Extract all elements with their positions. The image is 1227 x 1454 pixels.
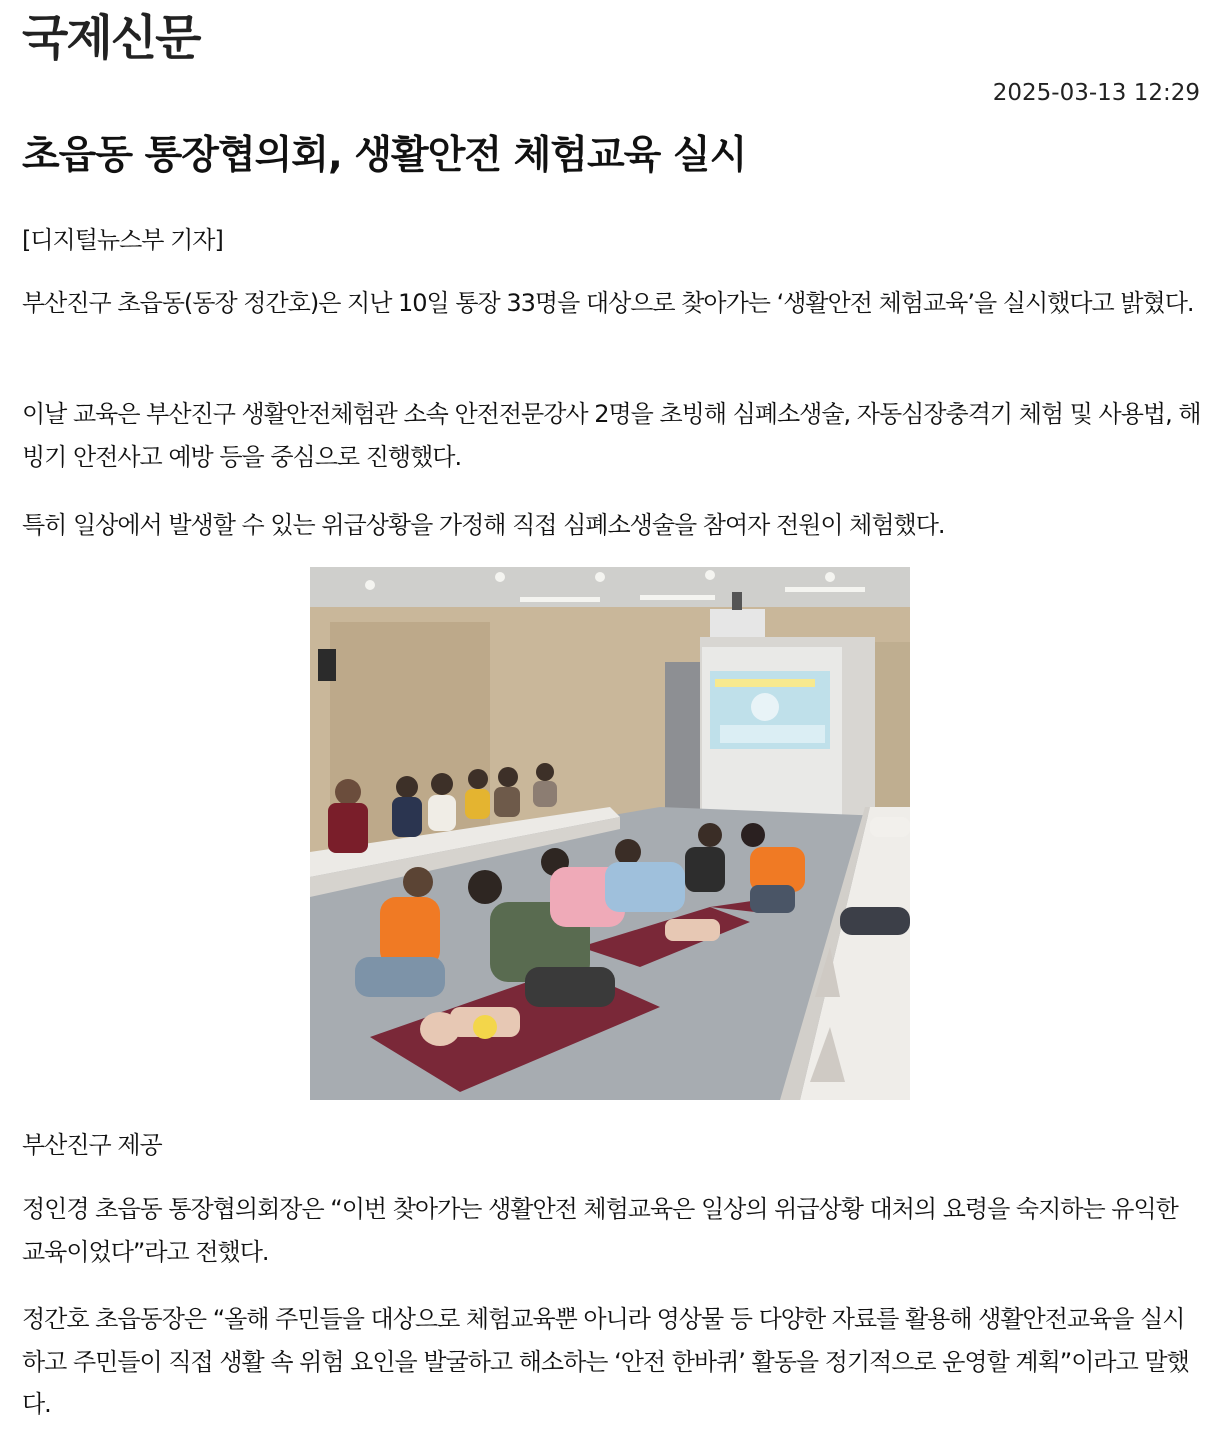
masthead-logo[interactable]: 국제신문 [22, 10, 200, 66]
article-paragraph: 이날 교육은 부산진구 생활안전체험관 소속 안전전문강사 2명을 초빙해 심폐소생술, 자동심장충격기 체험 및 사용법, 해빙기 안전사고 예방 등을 중심으로 진행했다. [22, 400, 1201, 471]
cpr-training-photo [310, 567, 910, 1100]
article-photo [310, 567, 910, 1100]
photo-caption: 부산진구 제공 [22, 1131, 162, 1159]
article-paragraph: 정간호 초읍동장은 “올해 주민들을 대상으로 체험교육뿐 아니라 영상물 등 다양한 자료를 활용해 생활안전교육을 실시하고 주민들이 직접 생활 속 위험 요인을 발굴하고 해소하는 ‘안전 한바퀴’ 활동을 정기적으로 운영할 계획”이라고 말했다. [22, 1305, 1189, 1419]
article-paragraph: 정인경 초읍동 통장협의회장은 “이번 찾아가는 생활안전 체험교육은 일상의 위급상황 대처의 요령을 숙지하는 유익한 교육이었다”라고 전했다. [22, 1195, 1178, 1266]
publish-date: 2025-03-13 12:29 [992, 80, 1200, 106]
article-paragraph: 부산진구 초읍동(동장 정간호)은 지난 10일 통장 33명을 대상으로 찾아가는 ‘생활안전 체험교육’을 실시했다고 밝혔다. [22, 289, 1194, 317]
article-byline: [디지털뉴스부 기자] [22, 226, 223, 254]
article-paragraph: 특히 일상에서 발생할 수 있는 위급상황을 가정해 직접 심폐소생술을 참여자 전원이 체험했다. [22, 511, 945, 539]
article-headline: 초읍동 통장협의회, 생활안전 체험교육 실시 [22, 133, 747, 178]
